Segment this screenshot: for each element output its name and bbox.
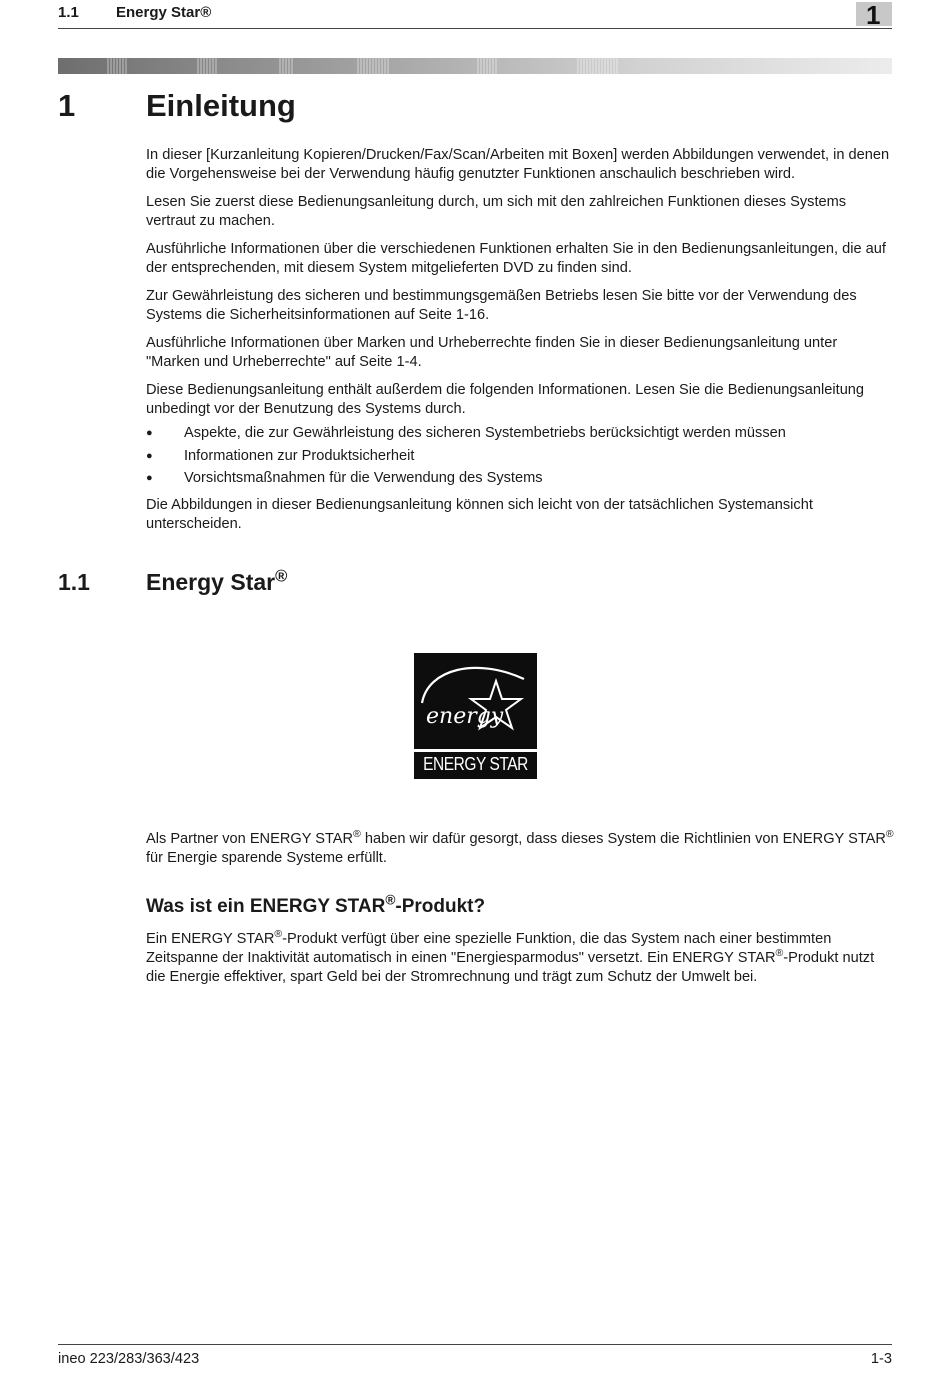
list-item-text: Vorsichtsmaßnahmen für die Verwendung des Systems (184, 470, 543, 486)
intro-paragraph-6: Diese Bedienungsanleitung enthält außerdem die folgenden Informationen. Lesen Sie die Bedienungsanleitung unbedingt vor der Benutzung des Systems durch. (146, 382, 865, 417)
product-text-2: -Produkt verfügt über eine spezielle Funktion, die das System nach einer bestimmten Zeitspanne der Inaktivität automatisch in einen "Energiesparmodus" versetzt. Ein ENERGY STAR (146, 931, 832, 966)
header-section-number: 1.1 (58, 4, 79, 21)
product-text-3: -Produkt nutzt die Energie effektiver, spart Geld bei der Stromrechnung und trägt zum Schutz der Umwelt bei. (146, 950, 875, 985)
subsection-title (146, 892, 486, 918)
product-text-1: Ein ENERGY STAR (146, 931, 275, 947)
subsection-title-a: Was ist ein ENERGY STAR (146, 896, 386, 917)
energy-star-logo (414, 653, 537, 779)
list-item (146, 445, 894, 468)
partner-paragraph (146, 830, 894, 877)
chapter-number: 1 (58, 88, 76, 123)
list-item-text: Aspekte, die zur Gewährleistung des sicheren Systembetriebs berücksichtigt werden müssen (184, 425, 786, 441)
registered-mark: ® (275, 566, 288, 586)
section-number: 1.1 (58, 569, 90, 595)
intro-paragraph-5: Ausführliche Informationen über Marken und Urheberrechte finden Sie in dieser Bedienungsanleitung unter "Marken und Urheberrechte" auf Seite 1-4. (146, 335, 838, 370)
logo-label-band (414, 749, 537, 779)
partner-text-3: für Energie sparende Systeme erfüllt. (146, 850, 387, 866)
chapter-tab-number: 1 (866, 0, 881, 30)
registered-mark: ® (775, 947, 784, 960)
registered-mark: ® (885, 828, 894, 841)
energy-star-emblem-icon (414, 653, 537, 749)
list-item-text: Informationen zur Produktsicherheit (184, 447, 415, 464)
footer-page-number: 1-3 (870, 1351, 892, 1367)
registered-mark: ® (353, 828, 361, 841)
intro-paragraph-2: Lesen Sie zuerst diese Bedienungsanleitung durch, um sich mit den zahlreichen Funktionen dieses Systems vertraut zu machen. (146, 194, 847, 229)
registered-mark: ® (274, 928, 283, 941)
intro-paragraph-4: Zur Gewährleistung des sicheren und bestimmungsgemäßen Betriebs lesen Sie bitte vor der Verwendung des Systems die Sicherheitsinformationen auf Seite 1-16. (146, 288, 857, 323)
product-paragraph (146, 930, 894, 996)
bullet-icon: ● (146, 449, 153, 462)
intro-paragraph-7: Die Abbildungen in dieser Bedienungsanleitung können sich leicht von der tatsächlichen Systemansicht unterscheiden. (146, 496, 813, 532)
logo-script-word: energy (426, 704, 504, 729)
subsection-title-b: -Produkt? (395, 896, 486, 917)
list-item (146, 467, 894, 490)
chapter-title: Einleitung (146, 88, 296, 123)
header-rule (58, 28, 892, 29)
logo-label: ENERGY STAR (423, 754, 528, 774)
decorative-gradient-band (58, 58, 892, 74)
footer-model: ineo 223/283/363/423 (58, 1351, 200, 1367)
section-title-text: Energy Star (146, 569, 276, 595)
partner-text-1: Als Partner von ENERGY STAR (146, 831, 354, 847)
intro-paragraph-3: Ausführliche Informationen über die verschiedenen Funktionen erhalten Sie in den Bedienungsanleitungen, die auf der entsprechenden, mit diesem System mitgelieferten DVD zu finden sind. (146, 241, 886, 276)
footer-rule (58, 1344, 892, 1345)
intro-body (146, 146, 894, 543)
registered-mark: ® (385, 892, 396, 908)
list-item (146, 422, 894, 445)
info-bullet-list (146, 422, 894, 490)
header-section-title: Energy Star® (116, 4, 212, 21)
bullet-icon: ● (146, 472, 153, 484)
partner-text-2: haben wir dafür gesorgt, dass dieses System die Richtlinien von ENERGY STAR (360, 831, 886, 847)
section-title (146, 566, 288, 596)
intro-paragraph-1: In dieser [Kurzanleitung Kopieren/Drucken/Fax/Scan/Arbeiten mit Boxen] werden Abbildungen verwendet, in denen die Vorgehensweise bei der Verwendung häufig genutzter Funktionen anschaulich beschrieben wird. (146, 147, 890, 182)
bullet-icon: ● (146, 427, 153, 439)
